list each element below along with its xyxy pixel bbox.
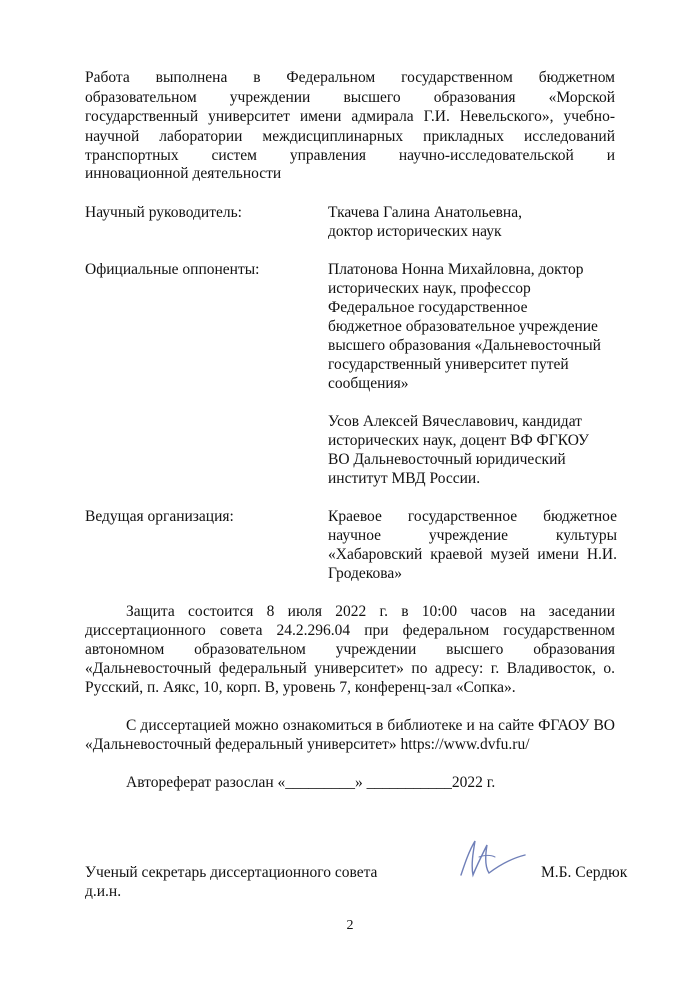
library-line: С диссертацией можно ознакомиться в библиотеке и на сайте ФГАОУ ВО xyxy=(126,717,615,734)
opponent-line: исторических наук, доцент ВФ ФГКОУ xyxy=(328,432,590,449)
opponents-label: Официальные оппоненты: xyxy=(85,261,260,278)
library-line: «Дальневосточный федеральный университет» https://www.dvfu.ru/ xyxy=(85,736,530,753)
defense-line: автономном образовательном учреждении высшего образования xyxy=(85,641,615,658)
secretary-title: Ученый секретарь диссертационного совета xyxy=(85,864,378,881)
handwritten-signature xyxy=(455,835,527,883)
opponent-line: сообщения» xyxy=(328,375,409,392)
opponent-line: ВО Дальневосточный юридический xyxy=(328,451,566,468)
intro-line: научной лаборатории междисциплинарных прикладных исследований xyxy=(85,128,615,145)
intro-line: образовательном учреждении высшего образования «Морской xyxy=(85,89,615,106)
leading-org-line: научное учреждение культуры xyxy=(328,527,617,544)
abstract-sent-date: Автореферат разослан «_________» ___________2022 г. xyxy=(126,774,496,791)
leading-org-line: «Хабаровский краевой музей имени Н.И. xyxy=(328,546,617,563)
defense-line: диссертационного совета 24.2.296.04 при федеральном государственном xyxy=(85,622,615,639)
supervisor-label: Научный руководитель: xyxy=(85,204,242,221)
supervisor-line: доктор исторических наук xyxy=(328,223,502,240)
defense-line: «Дальневосточный федеральный университет» по адресу: г. Владивосток, о. xyxy=(85,660,615,677)
leading-org-label: Ведущая организация: xyxy=(85,508,234,525)
page-number: 2 xyxy=(346,918,354,933)
intro-line: транспортных систем управления научно-исследовательской и xyxy=(85,147,615,164)
intro-line: Работа выполнена в Федеральном государственном бюджетном xyxy=(85,69,615,86)
opponent-line: Федеральное государственное xyxy=(328,299,528,316)
defense-line: Русский, п. Аякс, 10, корп. В, уровень 7, конференц-зал «Сопка». xyxy=(85,679,516,696)
intro-line: инновационной деятельности xyxy=(85,165,282,182)
secretary-name: М.Б. Сердюк xyxy=(541,864,628,881)
opponent-line: бюджетное образовательное учреждение xyxy=(328,318,598,335)
defense-line: Защита состоится 8 июля 2022 г. в 10:00 часов на заседании xyxy=(126,603,615,620)
secretary-degree: д.и.н. xyxy=(85,883,122,900)
supervisor-line: Ткачева Галина Анатольевна, xyxy=(328,204,522,221)
opponent-line: Усов Алексей Вячеславович, кандидат xyxy=(328,413,582,430)
opponent-line: исторических наук, профессор xyxy=(328,280,531,297)
intro-line: государственный университет имени адмирала Г.И. Невельского», учебно- xyxy=(85,108,615,125)
leading-org-line: Гродекова» xyxy=(328,565,403,582)
opponent-line: институт МВД России. xyxy=(328,470,481,487)
leading-org-line: Краевое государственное бюджетное xyxy=(328,508,617,525)
opponent-line: государственный университет путей xyxy=(328,356,569,373)
opponent-line: Платонова Нонна Михайловна, доктор xyxy=(328,261,584,278)
opponent-line: высшего образования «Дальневосточный xyxy=(328,337,601,354)
